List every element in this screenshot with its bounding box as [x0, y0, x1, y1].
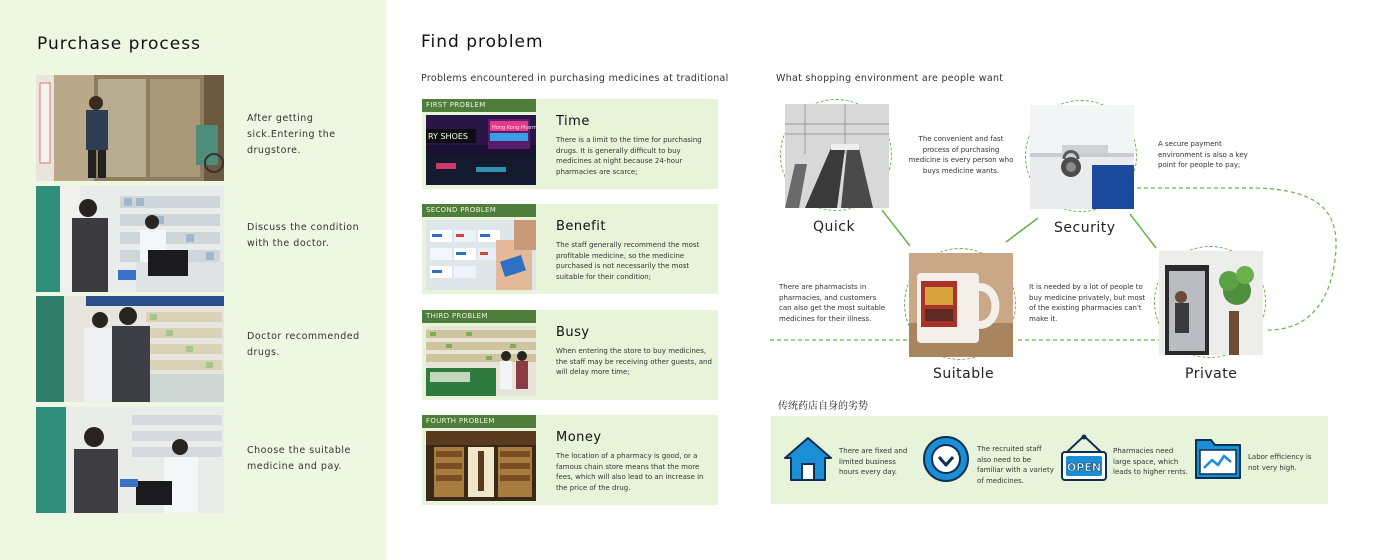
disadv-text-1: There are fixed and limited business hours every day.: [839, 447, 908, 476]
step-text-2: Discuss the condition with the doctor.: [247, 222, 360, 249]
step-text-4: Choose the suitable medicine and pay.: [247, 445, 351, 472]
find-title: Find problem: [421, 32, 544, 52]
problem-card-time: [422, 99, 718, 189]
sign-pharmacy: Hong Kong Pharmacy: [492, 125, 546, 131]
step-text-1: After getting sick.Entering the drugstore.: [247, 113, 336, 156]
env-label-private: Private: [1185, 366, 1238, 382]
step-photo-recommendation: [36, 296, 224, 402]
env-label-suitable: Suitable: [933, 366, 995, 382]
env-text-private: It is needed by a lot of people to buy medicine privately, but most of the existing pharmacies can't make it.: [1029, 283, 1146, 323]
problem-desc: There is a limit to the time for purchasing drugs. It is generally difficult to buy medicines at night because 24-hour pharmacies are scarce;: [556, 136, 702, 176]
mug-image: [909, 253, 1011, 355]
problem-photo-chain-store: [426, 431, 536, 501]
suitable-circle: [904, 248, 1016, 360]
problem-card-benefit: [422, 204, 718, 294]
find-subtitle: Problems encountered in purchasing medicines at traditional: [421, 73, 729, 84]
problem-name: Time: [556, 114, 590, 129]
purchase-title: Purchase process: [37, 34, 201, 54]
problem-name: Money: [556, 430, 602, 445]
problem-tag: FIRST PROBLEM: [422, 99, 536, 112]
step-photo-entrance: [36, 75, 224, 181]
purchase-panel: [0, 0, 386, 560]
problem-tag: THIRD PROBLEM: [422, 310, 536, 323]
disadv-panel: [771, 416, 1328, 504]
house-icon: [783, 434, 833, 484]
escalator-image: [785, 104, 887, 206]
private-circle: [1154, 246, 1266, 358]
disadv-text-4: Labor efficiency is not very high.: [1248, 453, 1312, 472]
disadv-text-2: The recruited staff also need to be familiar with a variety of medicines.: [977, 445, 1054, 485]
problem-tag: SECOND PROBLEM: [422, 204, 536, 217]
env-label-quick: Quick: [813, 219, 856, 235]
step-photo-payment: [36, 407, 224, 513]
quick-circle: [780, 99, 892, 211]
problem-card-money: [422, 415, 718, 505]
step-photo-consultation: [36, 186, 224, 292]
padlock-image: [1030, 105, 1132, 207]
problem-photo-night-street: [426, 115, 546, 185]
problem-photo-medicine-boxes: [426, 220, 536, 290]
env-text-suitable: There are pharmacists in pharmacies, and customers can also get the most suitable medicines for their illness.: [779, 283, 886, 323]
problem-desc: When entering the store to buy medicines, the staff may be receiving other guests, and will delay more time;: [556, 347, 712, 376]
disadv-title: 传统药店自身的劣势: [778, 401, 868, 412]
env-title: What shopping environment are people want: [776, 73, 1004, 84]
problem-desc: The location of a pharmacy is good, or a famous chain store means that the more fees, which will also lead to an increase in the price of the drug.: [556, 452, 704, 492]
chart-folder-icon: [1193, 434, 1243, 484]
private-booth-image: [1159, 251, 1261, 353]
problem-desc: The staff generally recommend the most profitable medicine, so the medicine purchased is not necessarily the most suitable for their condition;: [556, 241, 700, 281]
sign-shoes: RY SHOES: [428, 132, 468, 141]
disadv-text-3: Pharmacies need large space, which leads to higher rents.: [1113, 447, 1188, 476]
problem-tag: FOURTH PROBLEM: [422, 415, 536, 428]
problem-name: Busy: [556, 325, 590, 340]
problem-name: Benefit: [556, 219, 606, 234]
step-text-3: Doctor recommended drugs.: [247, 331, 360, 358]
check-circle-icon: [921, 434, 971, 484]
open-sign-icon: [1059, 434, 1109, 484]
security-circle: [1025, 100, 1137, 212]
env-label-security: Security: [1054, 220, 1116, 236]
problem-card-busy: [422, 310, 718, 400]
open-sign-text: OPEN: [1066, 461, 1102, 474]
env-text-security: A secure payment environment is also a key point for people to pay;: [1158, 140, 1248, 169]
env-text-quick: The convenient and fast process of purchasing medicine is every person who buys medicine wants.: [908, 135, 1014, 175]
problem-photo-busy-store: [426, 326, 536, 396]
